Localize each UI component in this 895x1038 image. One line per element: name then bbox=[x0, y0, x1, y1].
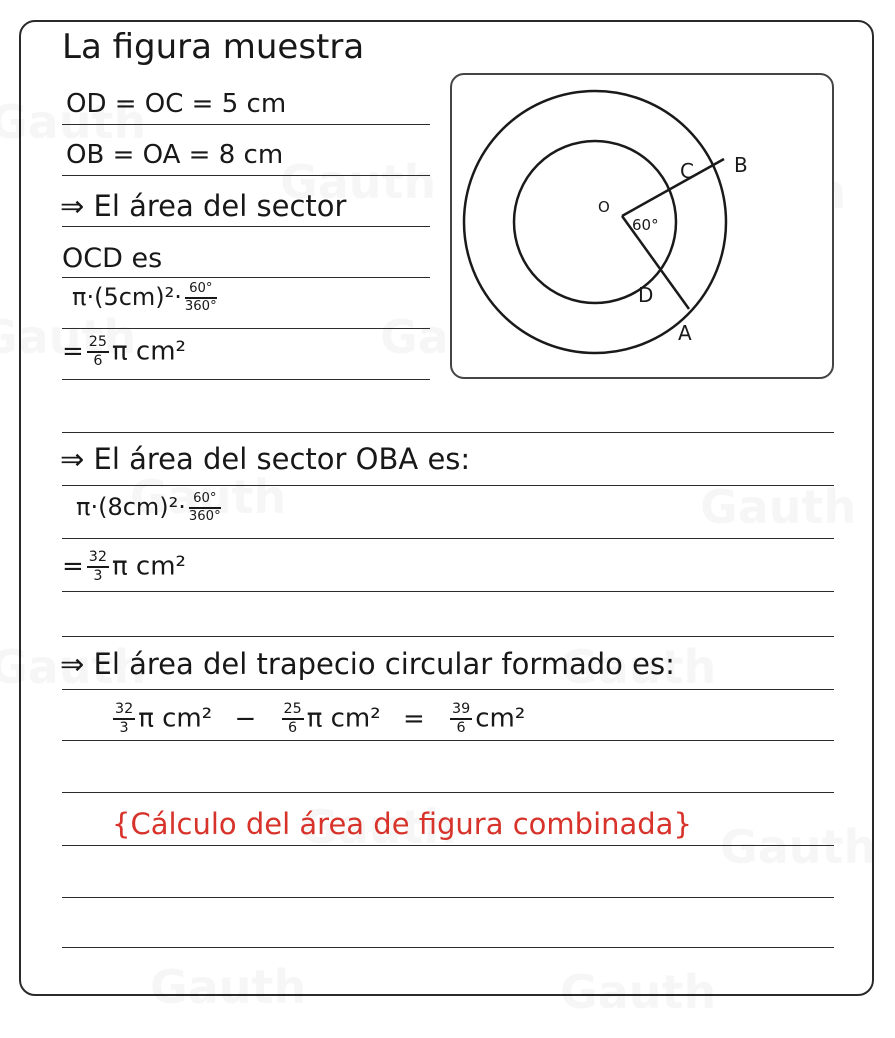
trapezoid-equals: = bbox=[402, 703, 425, 734]
label-a: A bbox=[678, 321, 692, 345]
ruled-line bbox=[62, 591, 834, 592]
fraction-numerator: 39 bbox=[450, 702, 472, 720]
angle-label: 60° bbox=[632, 216, 659, 234]
ruled-line bbox=[62, 636, 834, 637]
trapezoid-result-unit: cm² bbox=[475, 703, 526, 734]
fraction-numerator: 32 bbox=[87, 550, 109, 568]
large-sector-fraction bbox=[189, 492, 221, 524]
ruled-line bbox=[62, 740, 834, 741]
fraction-numerator: 25 bbox=[282, 702, 304, 720]
fraction-denominator: 6 bbox=[288, 720, 298, 736]
ruled-line bbox=[62, 226, 430, 227]
ruled-line bbox=[62, 124, 430, 125]
small-sector-expression bbox=[72, 282, 220, 314]
trapezoid-term-b bbox=[282, 702, 304, 736]
ruled-line bbox=[62, 947, 834, 948]
small-sector-result bbox=[62, 335, 186, 369]
large-sector-result-fraction bbox=[87, 550, 109, 584]
small-sector-intro-cont: OCD es bbox=[62, 243, 163, 274]
ruled-line bbox=[62, 485, 834, 486]
ruled-line bbox=[62, 277, 430, 278]
label-d: D bbox=[638, 283, 654, 307]
ruled-line bbox=[62, 897, 834, 898]
large-sector-expr-lead: π·(8cm)²· bbox=[76, 492, 186, 521]
ruled-line bbox=[62, 175, 430, 176]
small-sector-expr-lead: π·(5cm)²· bbox=[72, 282, 182, 311]
fraction-denominator: 360° bbox=[184, 298, 217, 314]
ruled-line bbox=[62, 845, 834, 846]
ruled-line bbox=[62, 328, 430, 329]
trapezoid-term-a-unit: π cm² bbox=[138, 703, 213, 734]
radius-ob bbox=[622, 159, 724, 216]
large-sector-result-unit: π cm² bbox=[112, 551, 186, 582]
fraction-denominator: 3 bbox=[93, 568, 103, 584]
ruled-line bbox=[62, 538, 834, 539]
small-sector-fraction bbox=[185, 282, 217, 314]
fraction-numerator: 32 bbox=[113, 702, 135, 720]
fraction-numerator: 25 bbox=[87, 335, 109, 353]
trapezoid-term-b-unit: π cm² bbox=[306, 703, 381, 734]
large-sector-result bbox=[62, 550, 186, 584]
given-od-oc: OD = OC = 5 cm bbox=[66, 89, 287, 119]
small-sector-result-unit: π cm² bbox=[112, 336, 186, 367]
label-c: C bbox=[680, 159, 694, 183]
trapezoid-term-a bbox=[113, 702, 135, 736]
large-sector-result-equals: = bbox=[62, 551, 84, 582]
fraction-numerator: 60° bbox=[189, 492, 221, 509]
label-b: B bbox=[734, 153, 748, 177]
combined-figure-note: {Cálculo del área de figura combinada} bbox=[112, 807, 692, 841]
annulus-sector-diagram bbox=[452, 75, 836, 381]
page-title: La figura muestra bbox=[62, 27, 365, 67]
fraction-denominator: 6 bbox=[93, 353, 103, 369]
trapezoid-result bbox=[450, 702, 472, 736]
ruled-line bbox=[62, 792, 834, 793]
ruled-line bbox=[62, 379, 430, 380]
figure-box bbox=[450, 73, 834, 379]
large-sector-intro: ⇒ El área del sector OBA es: bbox=[60, 442, 471, 476]
fraction-numerator: 60° bbox=[185, 282, 217, 299]
small-sector-intro: ⇒ El área del sector bbox=[60, 189, 347, 223]
small-sector-result-fraction bbox=[87, 335, 109, 369]
ruled-line bbox=[62, 689, 834, 690]
outer-circle bbox=[464, 91, 726, 353]
small-sector-result-equals: = bbox=[62, 336, 84, 367]
trapezoid-minus: − bbox=[234, 703, 257, 734]
given-ob-oa: OB = OA = 8 cm bbox=[66, 140, 284, 170]
trapezoid-expression bbox=[110, 702, 525, 736]
large-sector-expression bbox=[76, 492, 224, 524]
label-o: O bbox=[598, 198, 610, 216]
trapezoid-intro: ⇒ El área del trapecio circular formado es: bbox=[60, 647, 675, 681]
fraction-denominator: 6 bbox=[456, 720, 466, 736]
fraction-denominator: 360° bbox=[188, 508, 221, 524]
ruled-line bbox=[62, 432, 834, 433]
fraction-denominator: 3 bbox=[119, 720, 129, 736]
